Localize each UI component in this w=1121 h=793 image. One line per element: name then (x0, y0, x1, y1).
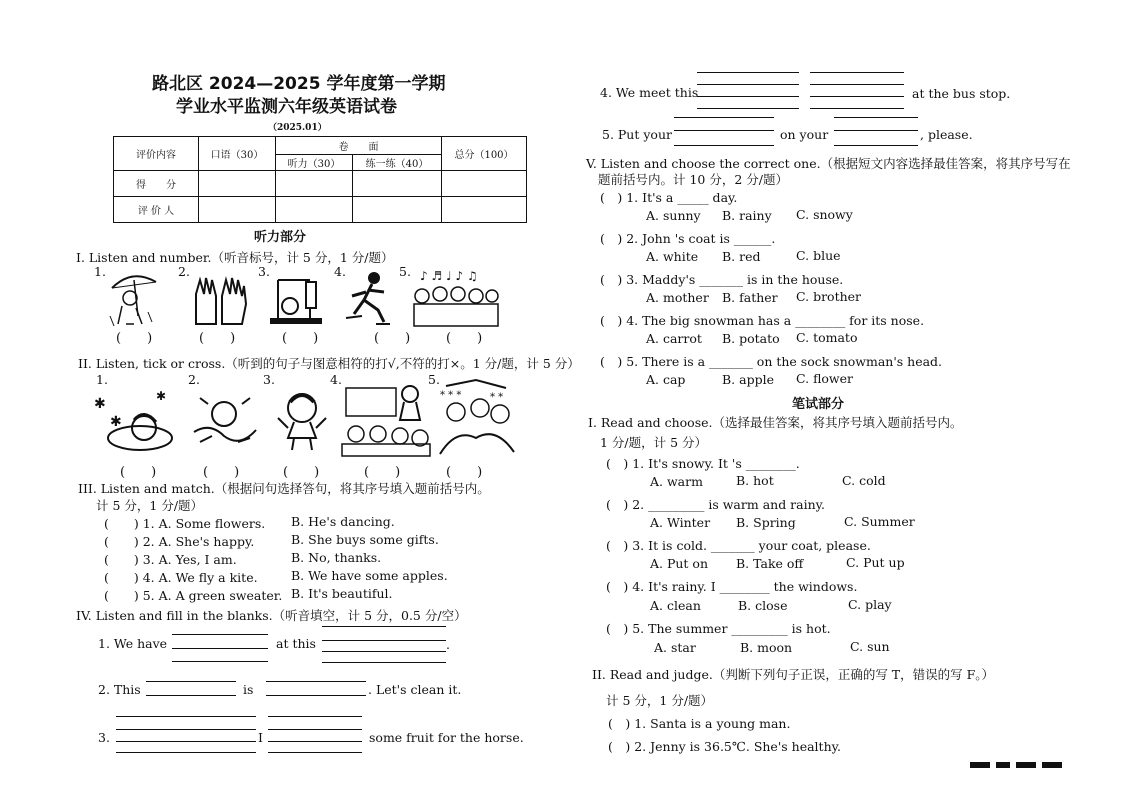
s4-q3-mid: I (258, 730, 263, 745)
svg-text:✱: ✱ (110, 414, 122, 430)
s5-q4-opt-a: A. carrot (646, 331, 702, 346)
svg-text:* * *: * * * (440, 390, 462, 401)
score-table-row-grader: 评 价 人 (114, 197, 199, 223)
s5-q1-opt-c: C. snowy (796, 207, 853, 222)
s2-num-1: 1. (96, 372, 108, 387)
w1-q3-opt-c: C. Put up (846, 555, 905, 570)
w1-q5-opt-a: A. star (654, 640, 696, 655)
s5-q3-opt-b: B. father (722, 290, 778, 305)
s4-q5-blank-2[interactable] (834, 130, 918, 131)
writing2-title: II. Read and judge.（判断下列句子正误，正确的写 T，错误的写 F。） (592, 667, 995, 682)
s5-q3-opt-a: A. mother (646, 290, 709, 305)
s2-num-5: 5. (428, 372, 440, 387)
s3-row-1-b: B. He's dancing. (291, 514, 395, 529)
s5-q3: ( ) 3. Maddy's _______ is in the house. (600, 272, 844, 287)
s2-answer-2[interactable]: ( ) (203, 465, 240, 480)
skater-image (344, 270, 394, 328)
section1-title: I. Listen and number.（听音标号，计 5 分，1 分/题） (76, 250, 394, 265)
s1-answer-4[interactable]: ( ) (374, 331, 411, 346)
s4-q1-end: . (446, 637, 450, 652)
w2-q2: ( ) 2. Jenny is 36.5℃. She's healthy. (608, 739, 842, 754)
w1-q5-opt-c: C. sun (850, 639, 890, 654)
score-table-header-practice: 练一练（40） (353, 155, 442, 171)
w1-q2: ( ) 2. _________ is warm and rainy. (606, 497, 826, 512)
grader-cell[interactable] (199, 197, 276, 223)
score-cell[interactable] (353, 171, 442, 197)
s2-answer-1[interactable]: ( ) (120, 465, 157, 480)
score-cell[interactable] (276, 171, 353, 197)
score-table-header-total: 总分（100） (442, 137, 527, 171)
s2-num-3: 3. (263, 372, 275, 387)
score-table (113, 136, 527, 223)
happy-girl-image (274, 388, 330, 454)
w1-q3: ( ) 3. It is cold. _______ your coat, please. (606, 538, 871, 553)
w1-q1-opt-b: B. hot (736, 473, 774, 488)
w1-q5: ( ) 5. The summer _________ is hot. (606, 621, 831, 636)
s3-row-4-a: ( ) 4. A. We fly a kite. (104, 570, 258, 585)
score-table-header-paper: 卷 面 (276, 137, 442, 155)
s4-q5-start: 5. Put your (602, 127, 672, 142)
w1-q1-opt-a: A. warm (650, 474, 703, 489)
s4-q1-start: 1. We have (98, 636, 168, 651)
grader-cell[interactable] (353, 197, 442, 223)
w1-q4-opt-c: C. play (848, 597, 892, 612)
s4-q4-blank-1[interactable] (697, 96, 799, 97)
w1-q2-opt-a: A. Winter (650, 515, 711, 530)
w1-q5-opt-b: B. moon (740, 640, 793, 655)
umbrella-child-image (104, 266, 164, 330)
s5-q4: ( ) 4. The big snowman has a ________ for its nose. (600, 313, 925, 328)
s5-q5-opt-a: A. cap (646, 372, 686, 387)
w1-q4-opt-a: A. clean (650, 598, 701, 613)
s4-q3-start: 3. (98, 730, 110, 745)
s3-row-5-a: ( ) 5. A. A green sweater. (104, 588, 283, 603)
s2-answer-4[interactable]: ( ) (364, 465, 401, 480)
svg-text:* *: * * (490, 392, 504, 403)
s1-num-3: 3. (258, 264, 270, 279)
w1-q1: ( ) 1. It's snowy. It 's ________. (606, 456, 800, 471)
s3-row-4-b: B. We have some apples. (291, 568, 448, 583)
s5-q3-opt-c: C. brother (796, 289, 862, 304)
snow-party-image (436, 378, 516, 460)
exam-date: （2025.01） (268, 123, 327, 133)
w1-q4-opt-b: B. close (738, 598, 788, 613)
s5-q2-opt-a: A. white (646, 249, 699, 264)
s5-q1-opt-b: B. rainy (722, 208, 772, 223)
section3-title-2: 计 5 分，1 分/题） (96, 498, 204, 513)
child-in-snow-image (90, 386, 180, 456)
score-table-row-score: 得 分 (114, 171, 199, 197)
s5-q1: ( ) 1. It's a _____ day. (600, 190, 738, 205)
s4-q5-end: , please. (920, 127, 973, 142)
s2-answer-3[interactable]: ( ) (283, 465, 320, 480)
s4-q5-blank-1[interactable] (674, 130, 774, 131)
s2-num-4: 4. (330, 372, 342, 387)
exam-title-line2: 学业水平监测六年级英语试卷 (176, 97, 397, 117)
s4-q2-mid: is (243, 682, 254, 697)
listening-heading: 听力部分 (254, 230, 307, 245)
s4-q4-blank-2[interactable] (810, 96, 904, 97)
s4-q1-blank-2[interactable] (322, 651, 446, 652)
s3-row-3-a: ( ) 3. A. Yes, I am. (104, 552, 237, 567)
s5-q2-opt-b: B. red (722, 249, 761, 264)
s4-q1-blank-1[interactable] (172, 648, 268, 649)
section5-title-2: 题前括号内。计 10 分，2 分/题） (598, 172, 788, 187)
gloves-image (190, 274, 250, 328)
s2-answer-5[interactable]: ( ) (446, 465, 483, 480)
w1-q1-opt-c: C. cold (842, 473, 886, 488)
svg-text:✱: ✱ (94, 396, 106, 412)
classroom-image (340, 380, 432, 460)
s1-num-1: 1. (94, 264, 106, 279)
children-singing-image (410, 266, 500, 330)
s5-q2-opt-c: C. blue (796, 248, 841, 263)
s1-answer-1[interactable]: ( ) (116, 331, 153, 346)
s5-q4-opt-c: C. tomato (796, 330, 858, 345)
score-cell[interactable] (442, 171, 527, 197)
writing1-title: I. Read and choose.（选择最佳答案，将其序号填入题前括号内。 (588, 415, 963, 430)
writing1-title-2: 1 分/题，计 5 分） (600, 435, 708, 450)
s4-q3-blank-2[interactable] (268, 741, 362, 742)
s2-num-2: 2. (188, 372, 200, 387)
score-table-header-listening: 听力（30） (276, 155, 353, 171)
section3-title: III. Listen and match.（根据问句选择答句，将其序号填入题前括号内。 (78, 481, 490, 496)
w1-q2-opt-b: B. Spring (736, 515, 796, 530)
lab-equipment-image (266, 268, 326, 328)
s4-q2-end: . Let's clean it. (368, 682, 462, 697)
w1-q4: ( ) 4. It's rainy. I ________ the windows. (606, 579, 858, 594)
s4-q3-blank-1[interactable] (116, 741, 256, 742)
score-table-header-oral: 口语（30） (199, 137, 276, 171)
w2-q1: ( ) 1. Santa is a young man. (608, 716, 791, 731)
exam-title-line1: 路北区 2024—2025 学年度第一学期 (152, 74, 446, 94)
w1-q2-opt-c: C. Summer (844, 514, 915, 529)
s4-q3-end: some fruit for the horse. (369, 730, 524, 745)
w1-q3-opt-b: B. Take off (736, 556, 804, 571)
s4-q4-start: 4. We meet this (600, 85, 699, 100)
s1-num-4: 4. (334, 264, 346, 279)
s5-q2: ( ) 2. John 's coat is ______. (600, 231, 776, 246)
s1-num-2: 2. (178, 264, 190, 279)
s3-row-3-b: B. No, thanks. (291, 550, 382, 565)
s3-row-5-b: B. It's beautiful. (291, 586, 393, 601)
section2-title: II. Listen, tick or cross.（听到的句子与图意相符的打√,不符的打×。1 分/题，计 5 分） (78, 356, 580, 371)
svg-text:♪ ♬ ♩ ♪ ♫: ♪ ♬ ♩ ♪ ♫ (420, 269, 478, 283)
s3-row-2-a: ( ) 2. A. She's happy. (104, 534, 255, 549)
svg-text:✱: ✱ (156, 389, 167, 403)
s4-q5-mid: on your (780, 127, 829, 142)
s4-q2-blank-2[interactable] (266, 695, 366, 696)
s1-answer-3[interactable]: ( ) (282, 331, 319, 346)
section4-title: IV. Listen and fill in the blanks.（听音填空，计 5 分，0.5 分/空） (76, 608, 467, 623)
s5-q5-opt-c: C. flower (796, 371, 854, 386)
writing2-title-2: 计 5 分，1 分/题） (606, 693, 714, 708)
s5-q5-opt-b: B. apple (722, 372, 774, 387)
page-corner-mark (970, 760, 1064, 772)
child-splashing-image (190, 392, 260, 456)
s1-num-5: 5. (399, 264, 411, 279)
grader-cell[interactable] (442, 197, 527, 223)
s3-row-1-a: ( ) 1. A. Some flowers. (104, 516, 266, 531)
w1-q3-opt-a: A. Put on (650, 556, 709, 571)
s4-q4-end: at the bus stop. (912, 86, 1011, 101)
s1-answer-2[interactable]: ( ) (199, 331, 236, 346)
score-cell[interactable] (199, 171, 276, 197)
s4-q1-mid: at this (276, 636, 316, 651)
s1-answer-5[interactable]: ( ) (446, 331, 483, 346)
s5-q4-opt-b: B. potato (722, 331, 780, 346)
s4-q2-blank-1[interactable] (146, 695, 236, 696)
writing-heading: 笔试部分 (792, 397, 845, 412)
s4-q2-start: 2. This (98, 682, 141, 697)
s5-q5: ( ) 5. There is a _______ on the sock snowman's head. (600, 354, 943, 369)
s3-row-2-b: B. She buys some gifts. (291, 532, 439, 547)
score-table-header-content: 评价内容 (114, 137, 199, 171)
s5-q1-opt-a: A. sunny (646, 208, 701, 223)
grader-cell[interactable] (276, 197, 353, 223)
section5-title: V. Listen and choose the correct one.（根据短文内容选择最佳答案，将其序号写在 (586, 156, 1071, 171)
